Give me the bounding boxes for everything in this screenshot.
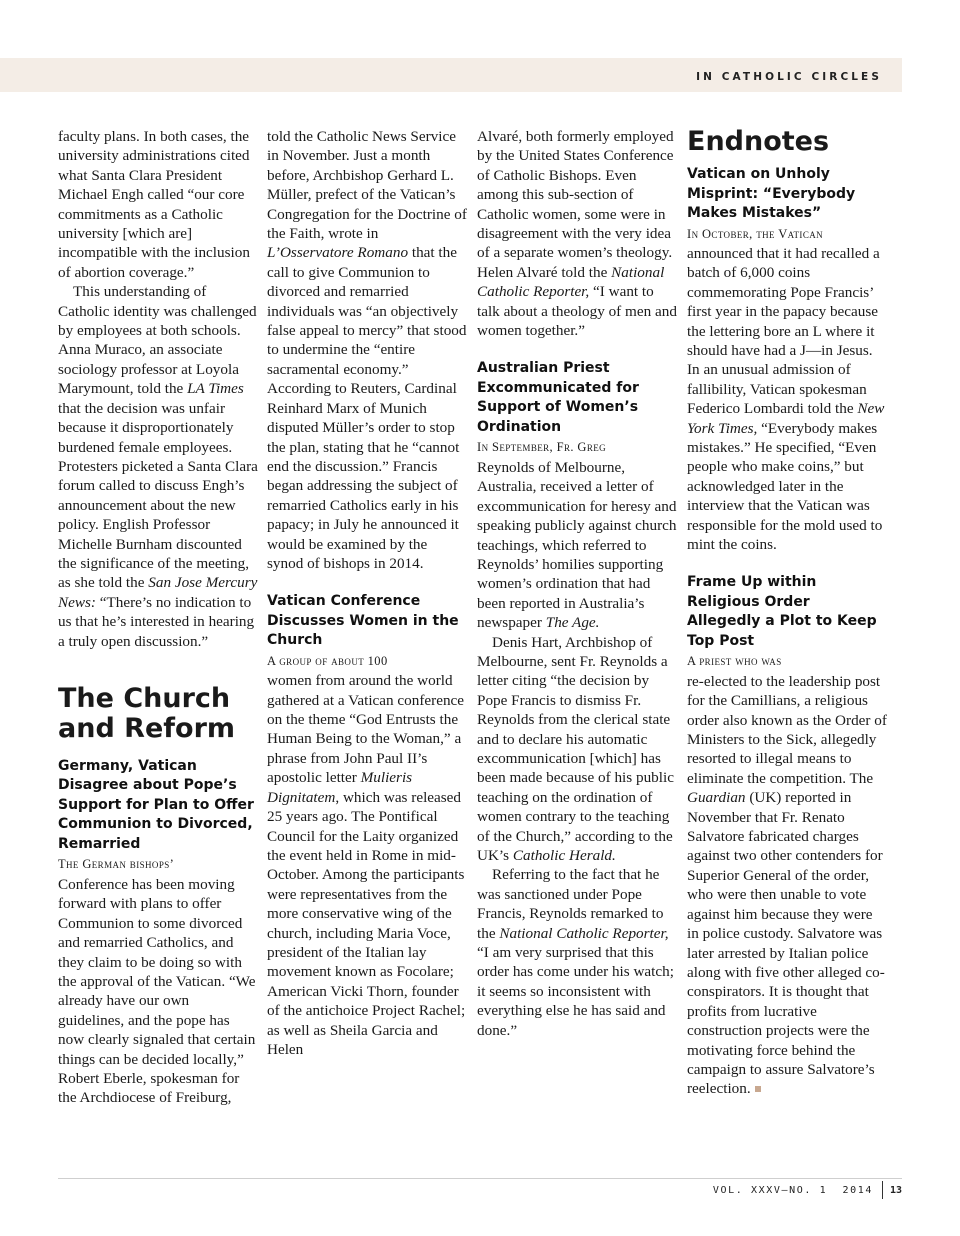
end-mark-icon (755, 1086, 761, 1092)
publication-name: San Jose Mercury News: (58, 574, 258, 611)
paragraph: Referring to the fact that he was sanctioned under Pope Francis, Reynolds remarked to the National Catholic Reporter, “I am very surprised that this order has come under his watch; it seems so inconsistent with everything else he has said and done.” (477, 866, 674, 1039)
column-3 (477, 127, 677, 1040)
article-body: A group of about 100 women from around the world gathered at a Vatican conference on the theme “God Entrusts the Human Being to the Woman,” a phrase from John Paul II’s apostolic letter Mulieris Dignitatem, which was released 25 years ago. The Pontifical Council for the Laity organized the event held in Rome in mid-October. Among the participants were representatives from the more conservative wing of the church, including Maria Voce, president of the Italian lay movement known as Focolare; American Vicki Thorn, founder of the antichoice Project Rachel; as well as Sheila Garcia and Helen (267, 653, 466, 1058)
column-1 (58, 127, 258, 1108)
publication-name: L’Osservatore Romano (267, 244, 409, 262)
section-heading: Endnotes (687, 126, 830, 157)
issue-info: VOL. XXXV—NO. 1 2014 (712, 1184, 873, 1196)
footer-divider (882, 1181, 883, 1199)
page-number: 13 (889, 1184, 902, 1196)
footer-rule (58, 1178, 902, 1179)
lede: In October, the Vatican (687, 226, 824, 241)
footer (713, 1181, 902, 1199)
article-body: In September, Fr. Greg Reynolds of Melbourne, Australia, received a letter of excommunication for heresy and speaking publicly against church teachings, which referred to Reynolds’ homilies supporting women’s ordination that had been reported in Australia’s newspaper The Age. (477, 440, 677, 632)
lede: The German bishops’ (58, 857, 175, 872)
column-4 (687, 127, 887, 1099)
publication-name: National Catholic Reporter, (477, 263, 665, 301)
publication-name: The Age. (545, 614, 600, 632)
section-label: IN CATHOLIC CIRCLES (696, 71, 882, 83)
lede: In September, Fr. Greg (477, 440, 607, 455)
lede: A group of about 100 (267, 653, 388, 668)
publication-name: Mulieris Dignitatem (267, 769, 413, 806)
publication-name: Catholic Herald. (512, 847, 616, 864)
article-body: In October, the Vatican announced that it had recalled a batch of 6,000 coins commemorating Pope Francis’ first year in the papacy because the lettering bore an L where it should have had a J—in Jesus. In an unusual admission of fallibility, Vatican spokesman Federico Lombardi told the New York Times, “Everybody makes mistakes.” He specified, “Even people who make coins,” but acknowledged later in the interview that the Vatican was responsible for the mold used to mint the coins. (687, 226, 885, 553)
article-body: A priest who was re-elected to the leadership post for the Camillians, a religious order also known as the Order of Ministers to the Sick, allegedly resorted to illegal means to eliminate the competition. The Guardian (UK) reported in November that Fr. Renato Salvatore fabricated charges against two other contenders for Superior General of the order, who were then unable to vote against him because they were in police custody. Salvatore was later arrested by Italian police along with five other alleged co-conspirators. It is thought that profits from lucrative construction projects were the motivating force behind the campaign to assure Salvatore’s reelection. (687, 654, 887, 1098)
publication-name: LA Times (187, 380, 244, 398)
lede: A priest who was (687, 654, 782, 669)
publication-name: National Catholic Reporter, (499, 924, 669, 942)
article-headline: Vatican Conference Discusses Women in the Church (267, 593, 459, 649)
paragraph: This understanding of Catholic identity was challenged by employees at both schools. Anna Muraco, an associate sociology professor at Loyola Marymount, told the LA Times that the decision was unfair because it disproportionately burdened female employees. Protesters picketed a Santa Clara forum called to discuss Engh’s announcement about the new policy. English Professor Michelle Burnham discounted the significance of the meeting, as she told the San Jose Mercury News: “There’s no indication to us that he’s interested in hearing a truly open discussion.” (58, 283, 258, 650)
article-headline: Germany, Vatican Disagree about Pope’s Support for Plan to Offer Communion to Divorced, Remarried (58, 757, 254, 852)
paragraph: Denis Hart, Archbishop of Melbourne, sent Fr. Reynolds a letter citing “the decision by Pope Francis to dismiss Fr. Reynolds from the clerical state and to declare his automatic excommunication [which] has been made because of his public teaching on the ordination of women contrary to the teaching of the Church,” according to the UK’s Catholic Herald. (477, 633, 674, 864)
article-headline: Frame Up within Religious Order Allegedly a Plot to Keep Top Post (687, 574, 877, 649)
article-headline: Vatican on Unholy Misprint: “Everybody Makes Mistakes” (687, 166, 856, 221)
publication-name: Guardian (687, 789, 746, 807)
column-2 (267, 127, 467, 1059)
article-body: The German bishops’ Conference has been moving forward with plans to offer Communion to some divorced and remarried Catholics, and they claim to be doing so with the approval of the Vatican. “We already have our own guidelines, and the pope has now clearly signaled that certain things can be decided locally,” Robert Eberle, spokesman for the Archdiocese of Freiburg, (58, 857, 256, 1107)
section-heading: The Church and Reform (58, 682, 236, 744)
publication-name: New York Times, (687, 400, 885, 437)
paragraph: faculty plans. In both cases, the university administrations cited what Santa Clara President Michael Engh called “our core commitments as a Catholic university [which are] incompatible with the inclusion of abortion coverage.” (58, 128, 250, 281)
article-headline: Australian Priest Excommunicated for Support of Women’s Ordination (477, 360, 639, 435)
paragraph: Alvaré, both formerly employed by the United States Conference of Catholic Bishops. Even among this sub-section of Catholic women, some were in disagreement with the very idea of a separate women’s theology. Helen Alvaré told the National Catholic Reporter, “I want to talk about a theology of men and women together.” (477, 128, 677, 340)
paragraph: told the Catholic News Service in November. Just a month before, Archbishop Gerhard L. Müller, prefect of the Vatican’s Congregation for the Doctrine of the Faith, wrote in L’Osservatore Romano that the call to give Communion to divorced and remarried individuals was “an objectively false appeal to mercy” that stood to undermine the “entire sacramental economy.” According to Reuters, Cardinal Reinhard Marx of Munich disputed Müller’s order to stop the plan, stating that he “cannot end the discussion.” Francis began addressing the subject of remarried Catholics early in his papacy; in July he announced it would be examined by the synod of bishops in 2014. (267, 128, 467, 572)
